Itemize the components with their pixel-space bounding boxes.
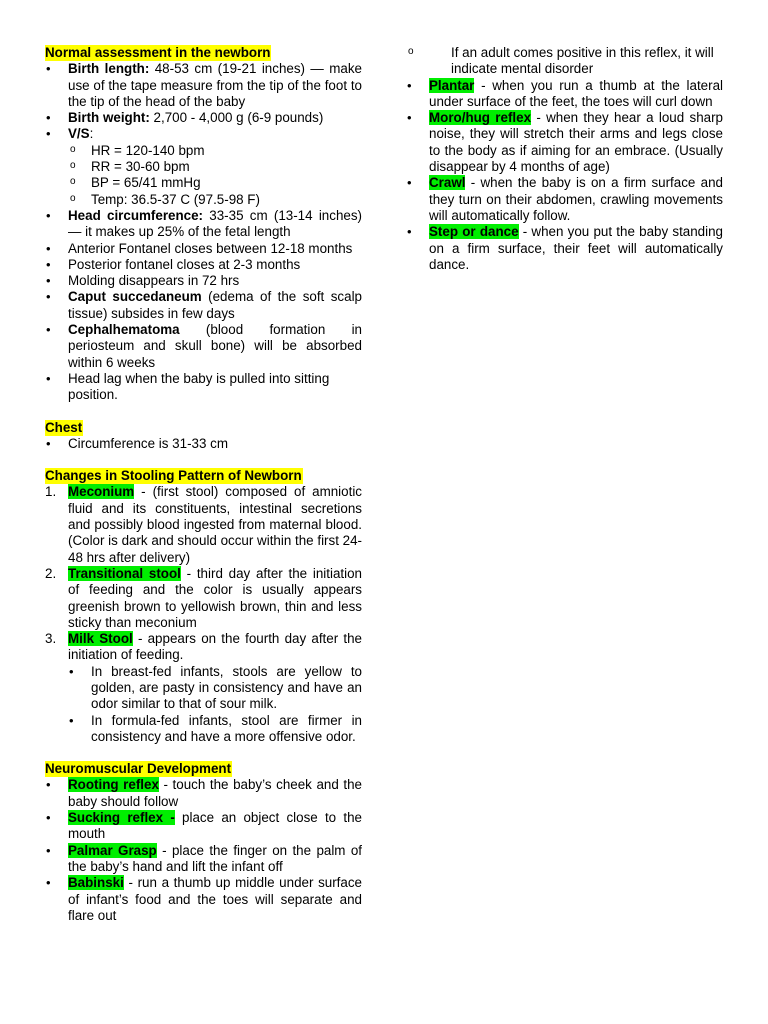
term-label: Babinski bbox=[68, 875, 124, 891]
list-item bbox=[45, 208, 362, 241]
item-text: - when you run a thumb at the lateral under surface of the feet, the toes will curl down bbox=[429, 77, 723, 109]
list-item bbox=[406, 224, 723, 273]
assessment-list bbox=[45, 61, 362, 403]
list-item bbox=[45, 484, 362, 565]
list-item: o HR = 120-140 bpm bbox=[68, 143, 362, 159]
term-label: Birth length: bbox=[68, 61, 150, 77]
babinski-note-list bbox=[406, 45, 723, 78]
list-item: • In formula-fed infants, stool are firmer in consistency and have a more offensive odor. bbox=[68, 713, 362, 746]
list-item bbox=[45, 289, 362, 322]
term-label: Caput succedaneum bbox=[68, 289, 202, 305]
item-text: - when they hear a loud sharp noise, they will stretch their arms and legs close to the body as if aiming for an embrace. (Usually disappear by 4 months of age) bbox=[429, 110, 724, 175]
section-heading: Normal assessment in the newborn bbox=[45, 45, 271, 60]
list-item bbox=[45, 777, 362, 810]
section-stooling bbox=[45, 468, 362, 745]
term-label: Step or dance bbox=[429, 224, 519, 240]
term-label: Palmar Grasp bbox=[68, 842, 157, 858]
section-chest bbox=[45, 420, 362, 453]
list-item: • Posterior fontanel closes at 2-3 months bbox=[45, 257, 362, 273]
reflex-list bbox=[45, 777, 362, 924]
vital-signs-list bbox=[68, 143, 362, 208]
item-text: place an object close to the mouth bbox=[68, 810, 362, 842]
item-text: - third day after the initiation of feeding and the color is usually appears greenish brown to yellowish brown, thin and less sticky than meconium bbox=[68, 565, 362, 630]
item-text: - when you put the baby standing on a firm surface, their feet will automatically dance. bbox=[429, 224, 723, 272]
term-label: Birth weight: bbox=[68, 110, 150, 126]
term-label: Crawl bbox=[429, 175, 466, 191]
list-item bbox=[406, 78, 723, 111]
item-text: : bbox=[89, 126, 94, 142]
item-text: - appears on the fourth day after the initiation of feeding. bbox=[68, 631, 362, 663]
reflex-list-continued bbox=[406, 78, 723, 274]
milk-stool-sublist bbox=[68, 664, 362, 745]
term-label: Rooting reflex bbox=[68, 777, 159, 793]
section-neuromuscular bbox=[45, 761, 362, 924]
term-label: Milk Stool bbox=[68, 631, 133, 647]
item-number: 3. bbox=[45, 631, 57, 647]
item-text: (edema of the soft scalp tissue) subsides in few days bbox=[68, 289, 362, 321]
left-column bbox=[45, 45, 362, 924]
item-text: - run a thumb up middle under surface of infant’s food and the toes will separate and flare out bbox=[68, 875, 362, 923]
item-text: - place the finger on the palm of the baby’s hand and lift the infant off bbox=[68, 842, 363, 874]
list-item: • Circumference is 31-33 cm bbox=[45, 436, 362, 452]
list-item bbox=[45, 566, 362, 631]
term-label: Cephalhematoma bbox=[68, 322, 180, 338]
term-label: V/S bbox=[68, 126, 90, 142]
list-item bbox=[406, 175, 723, 224]
list-item bbox=[45, 843, 362, 876]
list-item bbox=[45, 810, 362, 843]
list-item bbox=[45, 110, 362, 126]
item-text: 48-53 cm (19-21 inches) — make use of the tape measure from the tip of the foot to the tip of the head of the baby bbox=[68, 61, 362, 109]
list-item: • In breast-fed infants, stools are yellow to golden, are pasty in consistency and have an odor similar to that of sour milk. bbox=[68, 664, 362, 713]
list-item bbox=[45, 126, 362, 207]
list-item bbox=[45, 61, 362, 110]
term-label: Transitional stool bbox=[68, 565, 181, 581]
chest-list bbox=[45, 436, 362, 452]
list-item bbox=[45, 875, 362, 924]
list-item: • Head lag when the baby is pulled into sitting position. bbox=[45, 371, 362, 404]
section-heading: Chest bbox=[45, 419, 83, 435]
list-item bbox=[45, 322, 362, 371]
term-label: Sucking reflex - bbox=[68, 810, 175, 826]
term-label: Meconium bbox=[68, 484, 135, 500]
term-label: Head circumference: bbox=[68, 207, 204, 223]
section-heading: Changes in Stooling Pattern of Newborn bbox=[45, 468, 302, 484]
list-item bbox=[45, 631, 362, 745]
item-text: - (first stool) composed of amniotic fluid and its constituents, intestinal secretions and possibly blood ingested from maternal blood. (Color is dark and should occur within the first 24-48 hrs after delivery) bbox=[68, 484, 362, 565]
list-item: • Molding disappears in 72 hrs bbox=[45, 273, 362, 289]
item-text: - when the baby is on a firm surface and they turn on their abdomen, crawling movements will automatically follow. bbox=[429, 175, 723, 223]
term-label: Plantar bbox=[429, 77, 475, 93]
item-text: 33-35 cm (13-14 inches) — it makes up 25% of the fetal length bbox=[68, 207, 362, 240]
section-normal-assessment bbox=[45, 45, 362, 404]
item-number: 2. bbox=[45, 565, 57, 581]
list-item: o RR = 30-60 bpm bbox=[68, 159, 362, 175]
section-heading: Neuromuscular Development bbox=[45, 761, 232, 777]
list-item: o Temp: 36.5-37 C (97.5-98 F) bbox=[68, 192, 362, 208]
stooling-list bbox=[45, 484, 362, 745]
item-text: (blood formation in periosteum and skull bone) will be absorbed within 6 weeks bbox=[68, 322, 362, 370]
item-text: - touch the baby’s cheek and the baby should follow bbox=[68, 777, 362, 809]
list-item bbox=[406, 110, 723, 175]
list-item: • Anterior Fontanel closes between 12-18 months bbox=[45, 241, 362, 257]
item-number: 1. bbox=[45, 484, 57, 500]
list-item: o If an adult comes positive in this reflex, it will indicate mental disorder bbox=[406, 45, 723, 78]
term-label: Moro/hug reflex bbox=[429, 110, 532, 126]
list-item: o BP = 65/41 mmHg bbox=[68, 175, 362, 191]
right-column bbox=[406, 45, 723, 273]
item-text: 2,700 - 4,000 g (6-9 pounds) bbox=[149, 110, 324, 126]
